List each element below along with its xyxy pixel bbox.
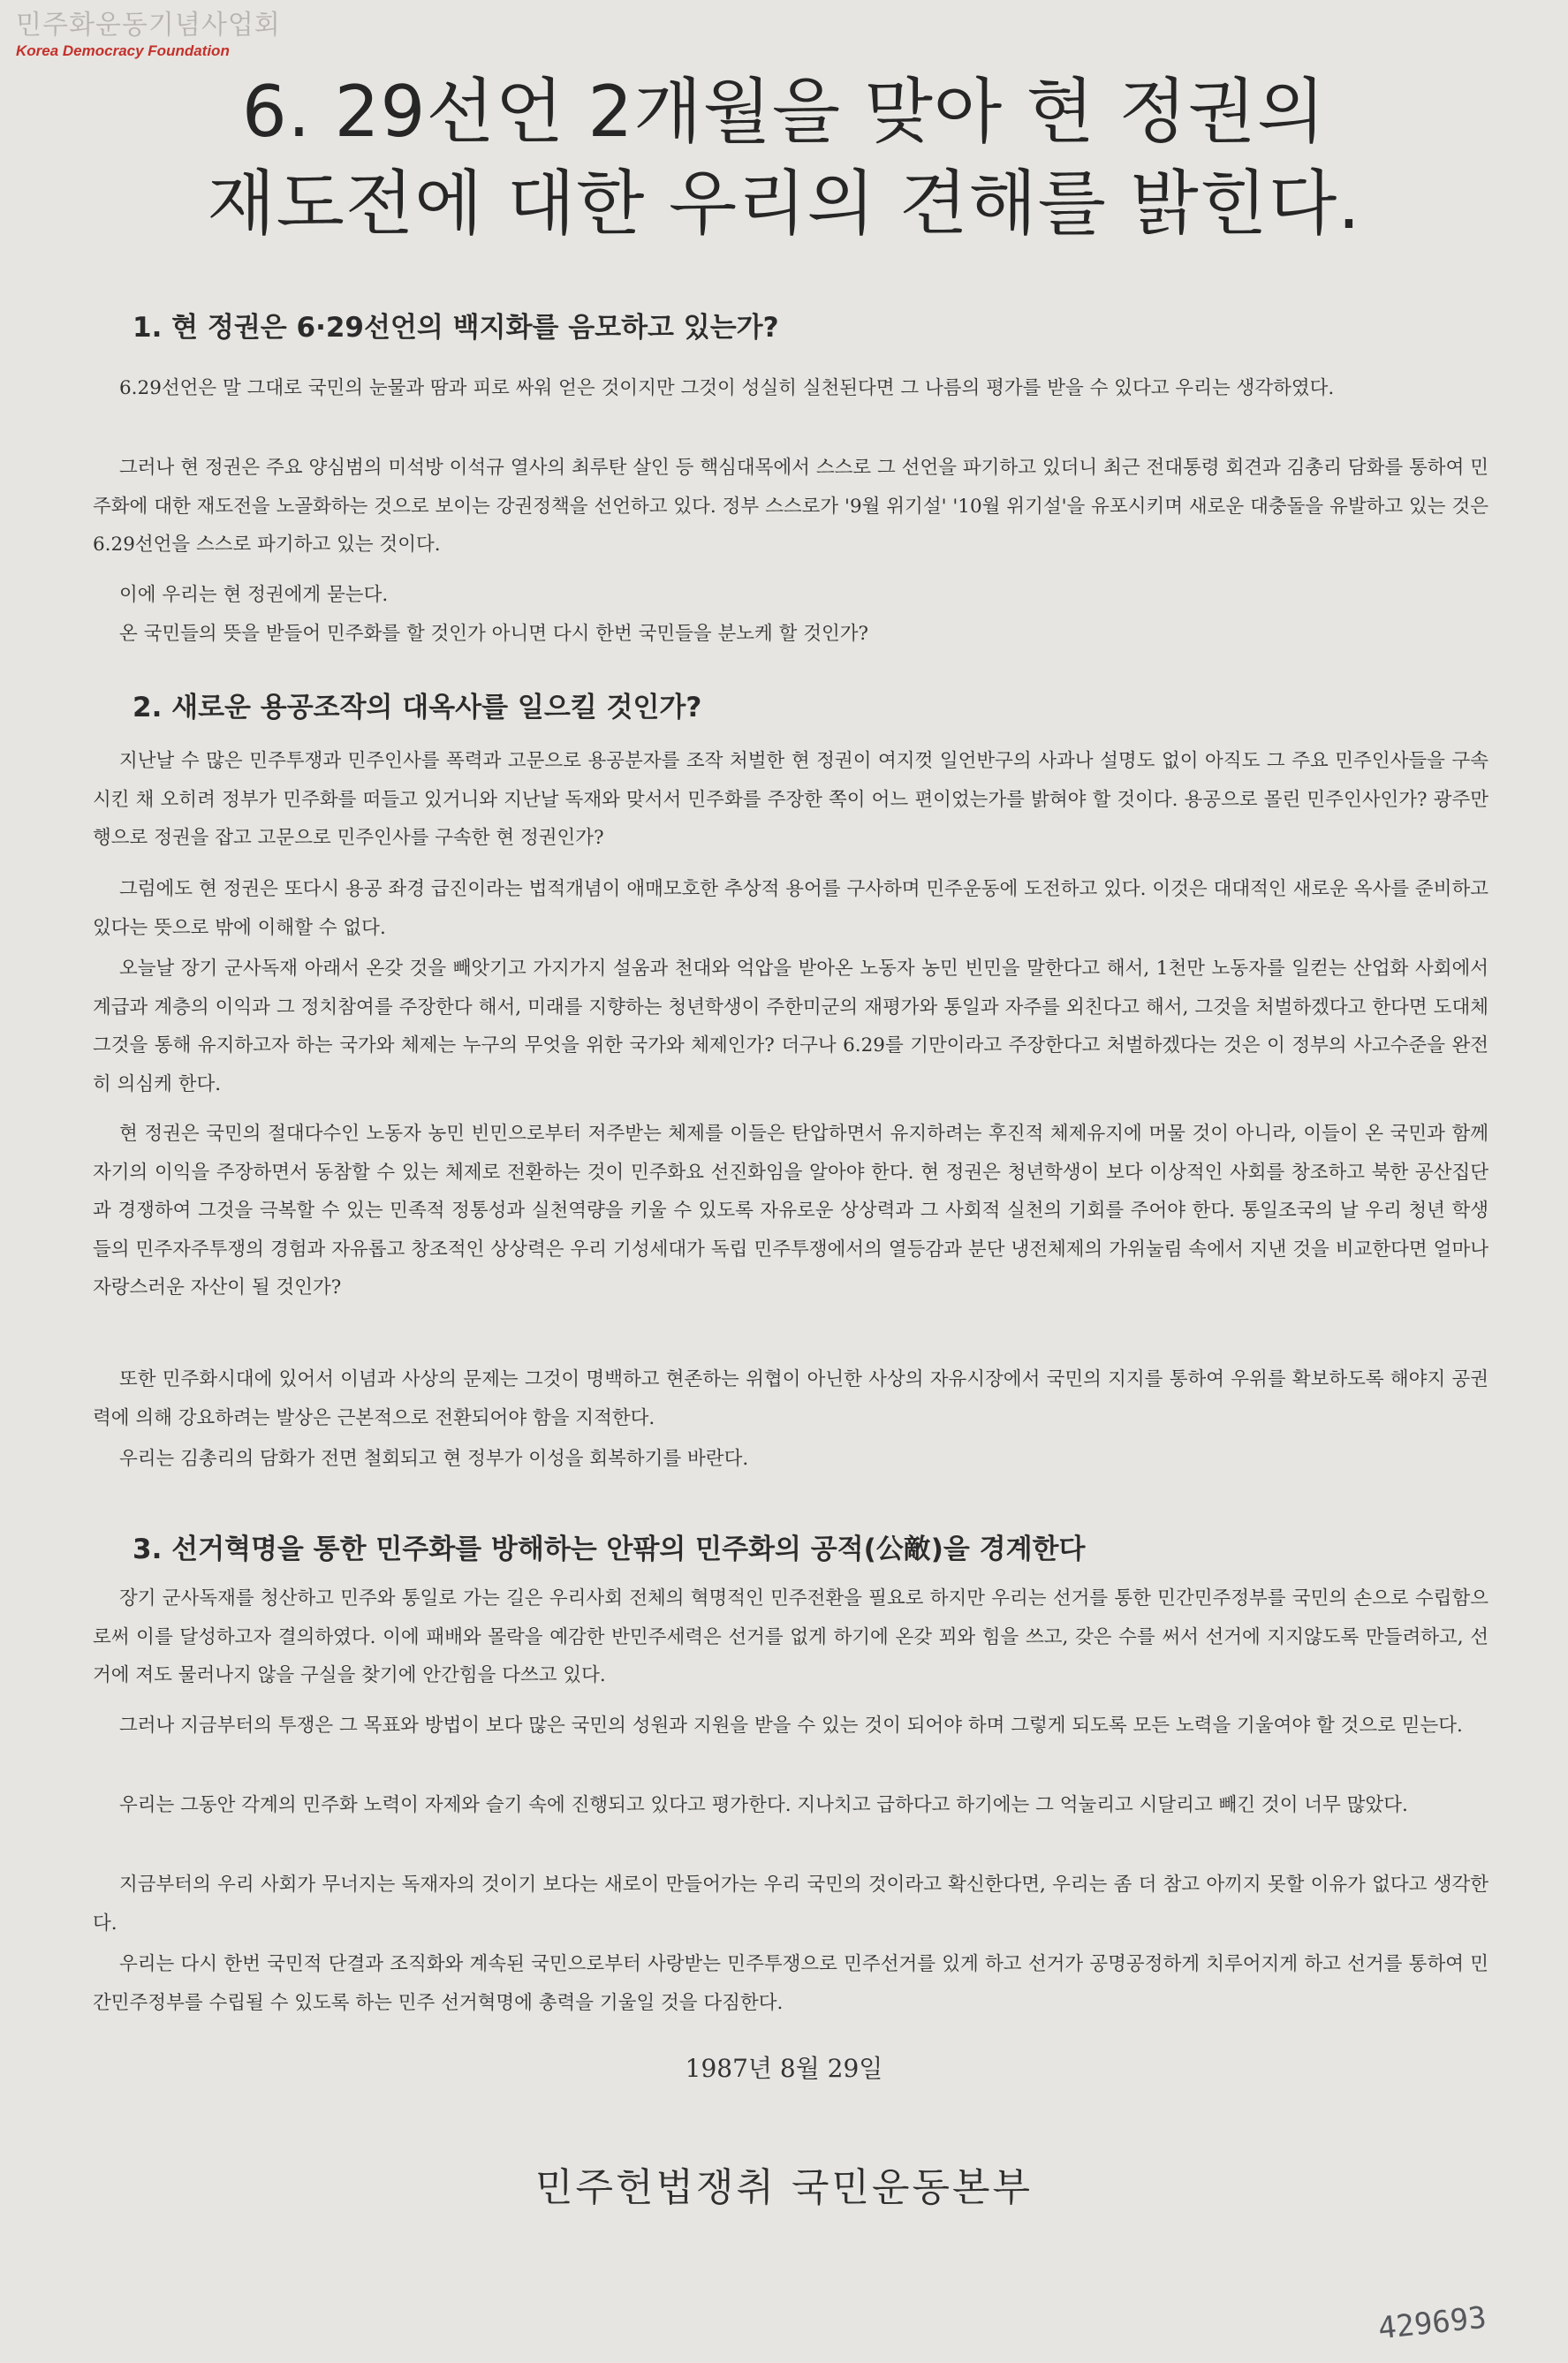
section-2-paragraph-5: 또한 민주화시대에 있어서 이념과 사상의 문제는 그것이 명백하고 현존하는 위협이 아닌한 사상의 자유시장에서 국민의 지지를 통하여 우위를 확보하도록 해야지 공권력에 의해 강요하려는 발상은 근본적으로 전환되어야 함을 지적한다. (93, 1368, 1488, 1429)
section-2-paragraph-3: 오늘날 장기 군사독재 아래서 온갖 것을 빼앗기고 가지가지 설움과 천대와 억압을 받아온 노동자 농민 빈민을 말한다고 해서, 1천만 노동자를 일컫는 산업화 사회에서 계급과 계층의 이익과 그 정치참여를 주장한다 해서, 미래를 지향하는 청년학생이 주한미군의 재평가와 통일과 자주를 외친다고 해서, 그것을 처벌하겠다고 한다면 도대체 그것을 통해 유지하고자 하는 국가와 체제는 누구의 무엇을 위한 국가와 체제인가? 더구나 6.29를 기만이라고 주장한다고 처벌하겠다는 것은 이 정부의 사고수준을 완전히 의심케 한다. (93, 958, 1488, 1095)
page-title (0, 66, 1568, 250)
foundation-watermark (16, 9, 281, 60)
section-1-heading: 1. 현 정권은 6·29선언의 백지화를 음모하고 있는가? (133, 312, 779, 344)
section-3-paragraph-3: 우리는 그동안 각계의 민주화 노력이 자제와 슬기 속에 진행되고 있다고 평가한다. 지나치고 급하다고 하기에는 그 억눌리고 시달리고 빼긴 것이 너무 많았다. (119, 1794, 1408, 1816)
title-line-2: 재도전에 대한 우리의 견해를 밝힌다. (207, 163, 1361, 245)
section-1-paragraph-4: 온 국민들의 뜻을 받들어 민주화를 할 것인가 아니면 다시 한번 국민들을 분노케 할 것인가? (119, 623, 869, 645)
watermark-english: Korea Democracy Foundation (16, 42, 230, 59)
title-line-1: 6. 29선언 2개월을 맞아 현 정권의 (241, 71, 1327, 153)
section-3-paragraph-1: 장기 군사독재를 청산하고 민주와 통일로 가는 길은 우리사회 전체의 혁명적인 민주전환을 필요로 하지만 우리는 선거를 통한 민간민주정부를 국민의 손으로 수립함으로써 이를 달성하고자 결의하였다. 이에 패배와 몰락을 예감한 반민주세력은 선거를 없게 하기에 온갖 꾀와 힘을 쓰고, 갖은 수를 써서 선거에 지지않도록 만들려하고, 선거에 져도 물러나지 않을 구실을 찾기에 안간힘을 다쓰고 있다. (93, 1587, 1488, 1686)
section-1-paragraph-3: 이에 우리는 현 정권에게 묻는다. (119, 584, 389, 606)
archive-number-handwritten: 429693 (1376, 2299, 1488, 2347)
section-2-heading: 2. 새로운 용공조작의 대옥사를 일으킬 것인가? (133, 692, 702, 723)
section-3-heading: 3. 선거혁명을 통한 민주화를 방해하는 안팎의 민주화의 공적(公敵)을 경계한다 (133, 1534, 1086, 1565)
section-2-paragraph-4: 현 정권은 국민의 절대다수인 노동자 농민 빈민으로부터 저주받는 체제를 이들은 탄압하면서 유지하려는 후진적 체제유지에 머물 것이 아니라, 이들이 온 국민과 함께 자기의 이익을 주장하면서 동참할 수 있는 체제로 전환하는 것이 민주화요 선진화임을 알아야 한다. 현 정권은 청년학생이 보다 이상적인 사회를 창조하고 북한 공산집단과 경쟁하여 그것을 극복할 수 있는 민족적 정통성과 실천역량을 키울 수 있도록 자유로운 상상력과 그 사회적 실천의 기회를 주어야 한다. 통일조국의 날 우리 청년 학생들의 민주자주투쟁의 경험과 자유롭고 창조적인 상상력은 우리 기성세대가 독립 민주투쟁에서의 열등감과 분단 냉전체제의 가위눌림 속에서 지낸 것을 비교한다면 얼마나 자랑스러운 자산이 될 것인가? (93, 1123, 1488, 1299)
section-1-paragraph-2: 그러나 현 정권은 주요 양심범의 미석방 이석규 열사의 최루탄 살인 등 핵심대목에서 스스로 그 선언을 파기하고 있더니 최근 전대통령 회견과 김총리 담화를 통하여 민주화에 대한 재도전을 노골화하는 것으로 보이는 강권정책을 선언하고 있다. 정부 스스로가 '9월 위기설' '10월 위기설'을 유포시키며 새로운 대충돌을 유발하고 있는 것은 6.29선언을 스스로 파기하고 있는 것이다. (93, 457, 1488, 556)
section-2-paragraph-6: 우리는 김총리의 담화가 전면 철회되고 현 정부가 이성을 회복하기를 바란다. (119, 1448, 749, 1470)
section-3-paragraph-4: 지금부터의 우리 사회가 무너지는 독재자의 것이기 보다는 새로이 만들어가는 우리 국민의 것이라고 확신한다면, 우리는 좀 더 참고 아끼지 못할 이유가 없다고 생각한다. (93, 1874, 1488, 1935)
section-2-paragraph-1: 지난날 수 많은 민주투쟁과 민주인사를 폭력과 고문으로 용공분자를 조작 처벌한 현 정권이 여지껏 일언반구의 사과나 설명도 없이 아직도 그 주요 민주인사들을 구속시킨 채 오히려 정부가 민주화를 떠들고 있거니와 지난날 독재와 맞서서 민주화를 주장한 쪽이 어느 편이었는가를 밝혀야 할 것이다. 용공으로 몰린 민주인사인가? 광주만행으로 정권을 잡고 고문으로 민주인사를 구속한 현 정권인가? (93, 750, 1488, 849)
section-3-paragraph-2: 그러나 지금부터의 투쟁은 그 목표와 방법이 보다 많은 국민의 성원과 지원을 받을 수 있는 것이 되어야 하며 그렇게 되도록 모든 노력을 기울여야 할 것으로 믿는다. (119, 1715, 1463, 1737)
section-2-paragraph-2: 그럼에도 현 정권은 또다시 용공 좌경 급진이라는 법적개념이 애매모호한 추상적 용어를 구사하며 민주운동에 도전하고 있다. 이것은 대대적인 새로운 옥사를 준비하고 있다는 뜻으로 밖에 이해할 수 없다. (93, 878, 1488, 939)
section-1-paragraph-1: 6.29선언은 말 그대로 국민의 눈물과 땀과 피로 싸워 얻은 것이지만 그것이 성실히 실천된다면 그 나름의 평가를 받을 수 있다고 우리는 생각하였다. (119, 377, 1335, 399)
watermark-korean: 민주화운동기념사업회 (16, 10, 281, 41)
issuing-organization: 민주헌법쟁취 국민운동본부 (534, 2165, 1034, 2210)
document-date: 1987년 8월 29일 (685, 2054, 883, 2083)
section-3-paragraph-5: 우리는 다시 한번 국민적 단결과 조직화와 계속된 국민으로부터 사랑받는 민주투쟁으로 민주선거를 있게 하고 선거가 공명공정하게 치루어지게 하고 선거를 통하여 민간민주정부를 수립될 수 있도록 하는 민주 선거혁명에 총력을 기울일 것을 다짐한다. (93, 1953, 1488, 2014)
